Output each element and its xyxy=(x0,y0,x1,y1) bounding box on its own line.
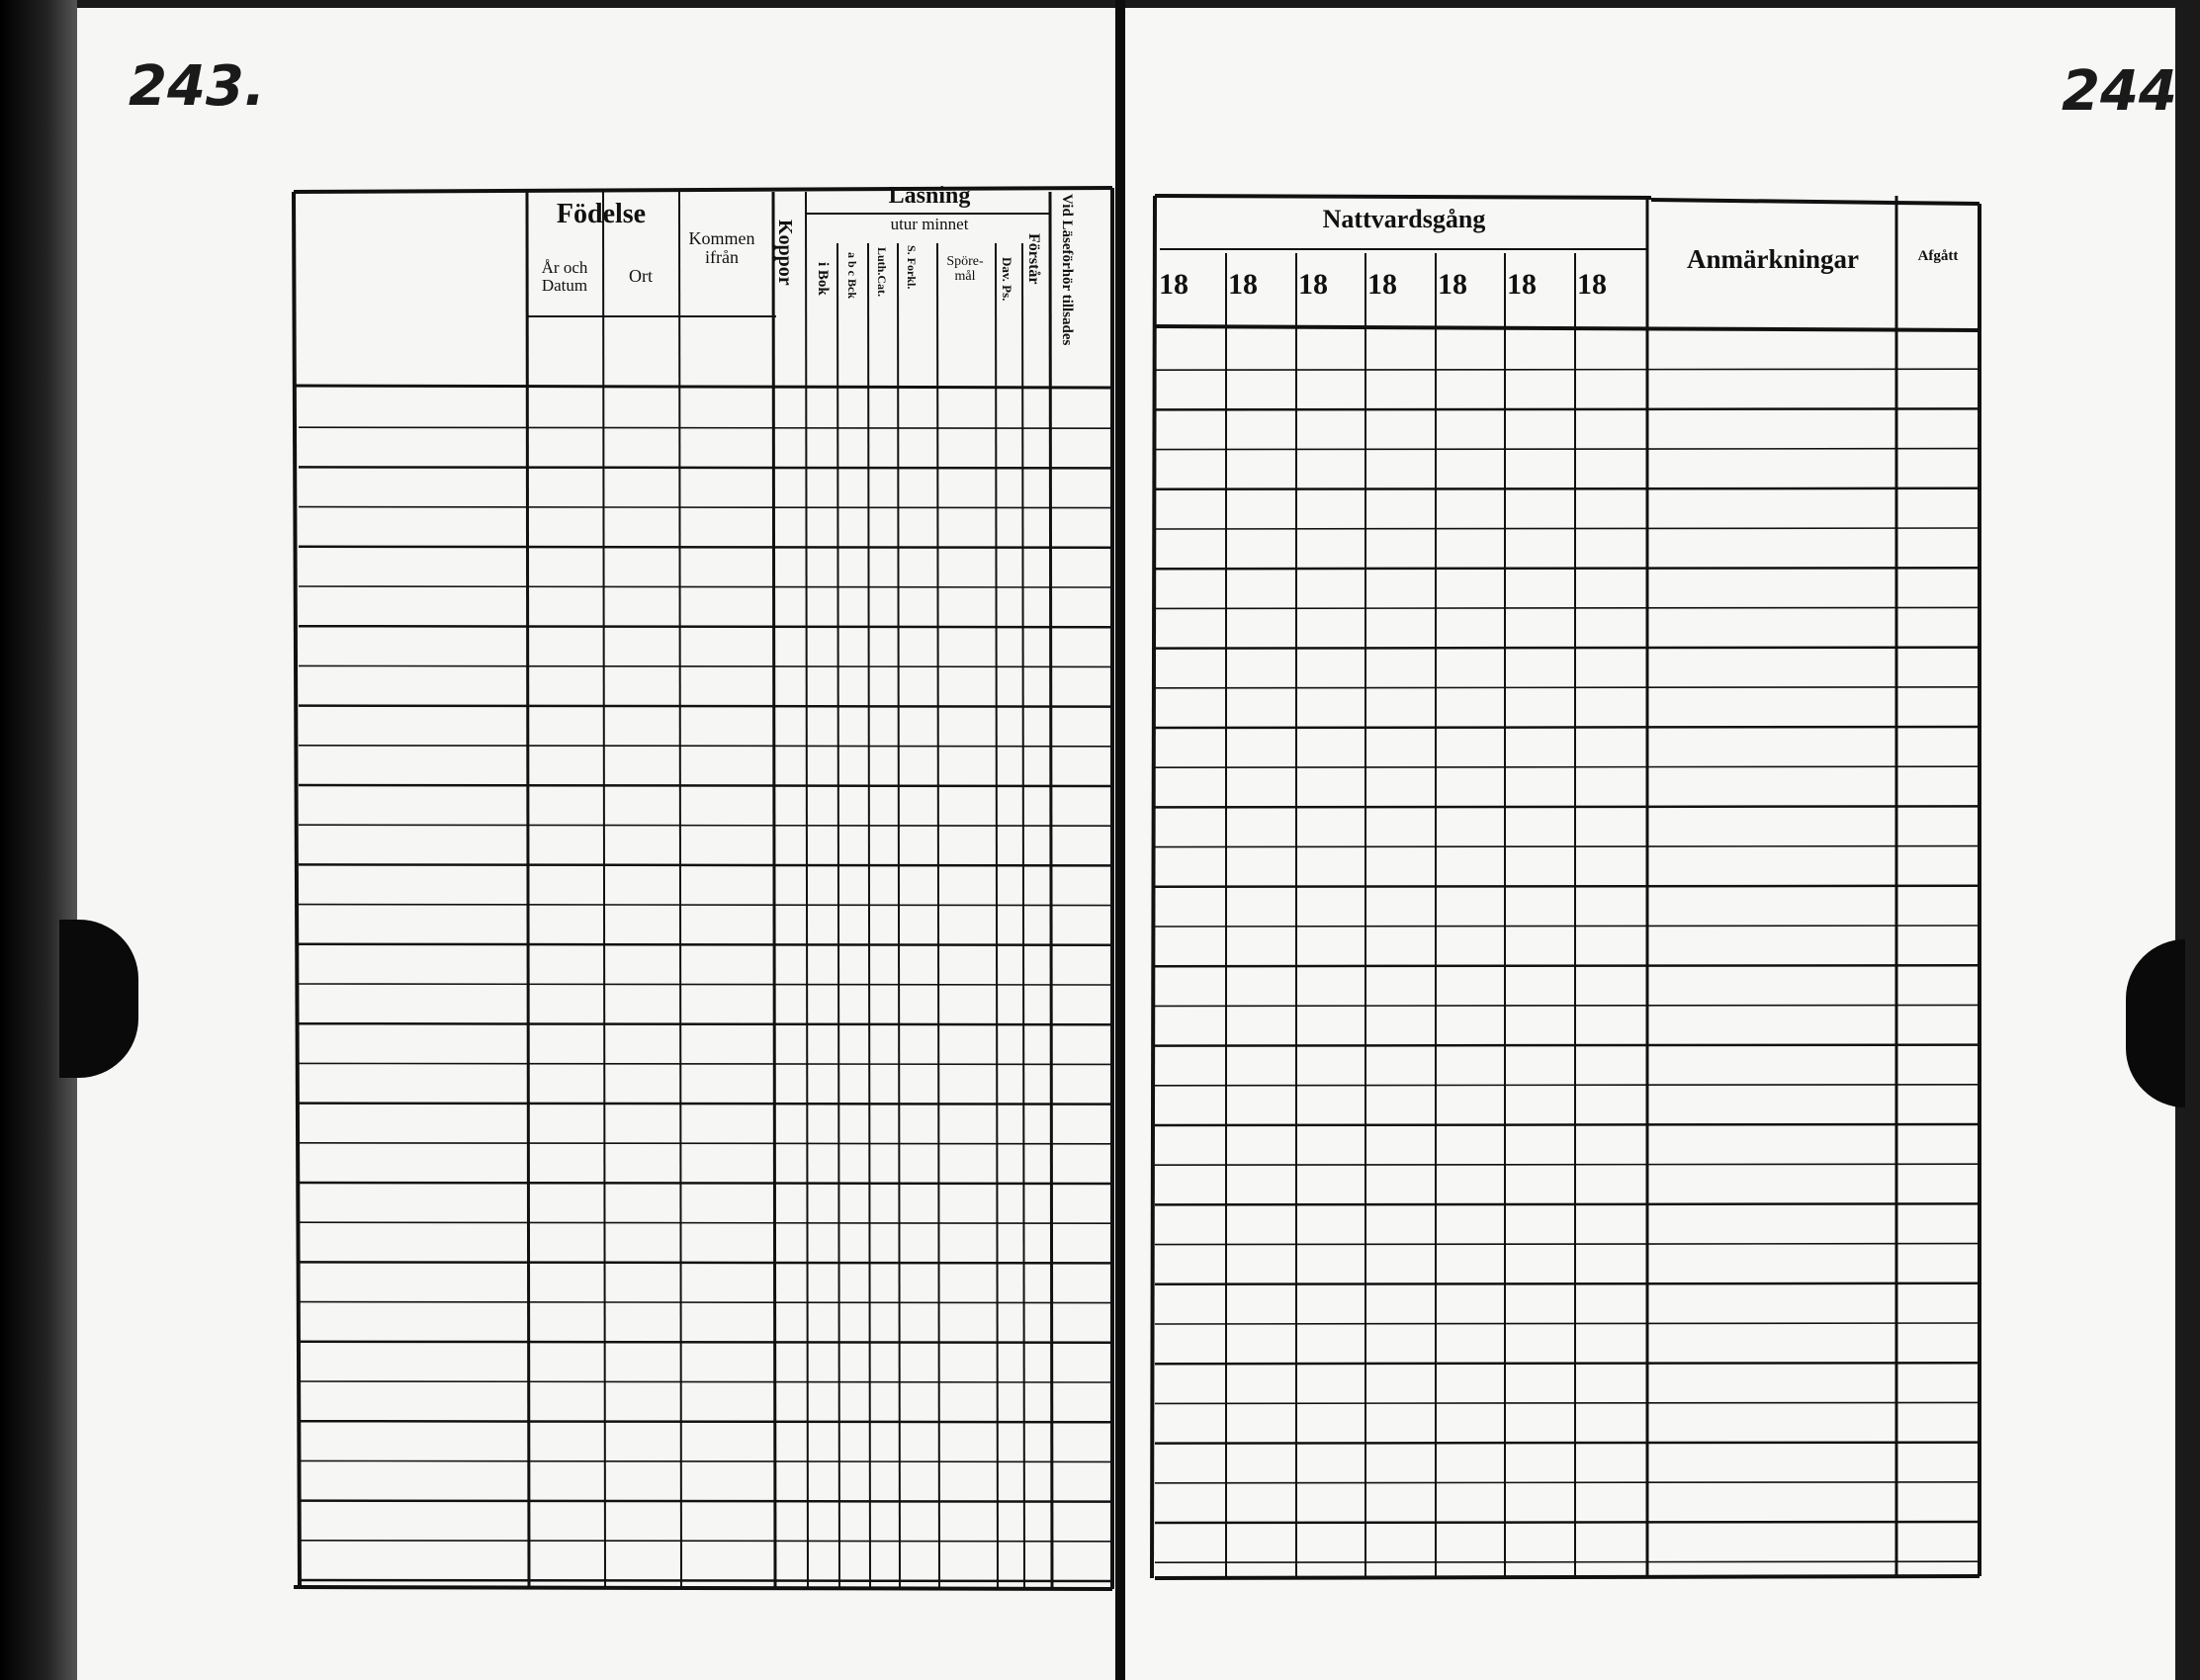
left-row-rule-18 xyxy=(299,1104,1112,1105)
left-header-bottom-rule xyxy=(294,386,1112,388)
right-row-rule-8 xyxy=(1155,648,1980,649)
page-number-right: 244- xyxy=(2062,59,2200,124)
right-row-rule-13 xyxy=(1155,846,1980,847)
left-row-rule-13 xyxy=(299,905,1112,906)
left-row-rule-23 xyxy=(299,1302,1112,1303)
left-col-rule-5 xyxy=(837,243,839,1587)
left-row-rule-19 xyxy=(299,1143,1112,1144)
right-row-rule-23 xyxy=(1155,1244,1980,1245)
right-row-rule-10 xyxy=(1155,727,1980,728)
left-row-rule-21 xyxy=(299,1222,1112,1223)
left-row-rule-16 xyxy=(299,1023,1112,1024)
left-row-rule-30 xyxy=(299,1580,1112,1581)
year-col-5: 18 xyxy=(1438,268,1467,301)
left-row-rule-22 xyxy=(299,1262,1112,1263)
left-row-rule-3 xyxy=(299,507,1112,508)
header-vid-laseforhor: Vid Läseförhör tillsades xyxy=(1059,194,1075,346)
left-row-rule-17 xyxy=(299,1063,1112,1064)
header-forstar: Förstår xyxy=(1025,233,1042,285)
left-col-rule-3 xyxy=(773,192,775,1587)
left-col-rule-7 xyxy=(898,243,900,1587)
right-row-rule-26 xyxy=(1155,1363,1980,1364)
left-col-rule-10 xyxy=(1022,243,1024,1587)
left-row-rule-28 xyxy=(299,1501,1112,1502)
year-col-3: 18 xyxy=(1298,268,1328,301)
left-row-rule-5 xyxy=(299,586,1112,587)
header-dav-ps: Dav. Ps. xyxy=(1000,257,1014,302)
left-bottom-rule xyxy=(294,1587,1112,1589)
right-row-rule-1 xyxy=(1155,369,1980,370)
header-i-bok: i Bok xyxy=(815,262,831,296)
right-row-rule-18 xyxy=(1155,1045,1980,1046)
left-row-rule-12 xyxy=(299,864,1112,865)
right-row-rule-12 xyxy=(1155,806,1980,807)
header-koppor: Koppor xyxy=(774,220,796,286)
right-header-bottom-rule xyxy=(1155,326,1980,330)
year-col-4: 18 xyxy=(1367,268,1397,301)
left-col-rule-2 xyxy=(679,192,681,1587)
left-row-rule-8 xyxy=(299,706,1112,707)
left-row-rule-7 xyxy=(299,665,1112,666)
left-row-rule-11 xyxy=(299,825,1112,826)
left-outer-left-rule xyxy=(294,192,300,1587)
right-row-rule-5 xyxy=(1155,528,1980,529)
left-row-rule-6 xyxy=(299,626,1112,627)
left-col-rule-8 xyxy=(937,243,939,1587)
right-top-rule xyxy=(1155,196,1651,198)
right-row-rule-15 xyxy=(1155,926,1980,927)
right-row-rule-20 xyxy=(1155,1124,1980,1125)
left-col-rule-1 xyxy=(603,192,605,1587)
left-row-rule-27 xyxy=(299,1460,1112,1461)
left-row-rule-20 xyxy=(299,1183,1112,1184)
left-row-rule-4 xyxy=(299,547,1112,548)
left-row-rule-26 xyxy=(299,1421,1112,1422)
header-utur-minnet: utur minnet xyxy=(890,215,969,233)
right-top-rule-b xyxy=(1651,200,1980,204)
header-luth-cat: Luth.Cat. xyxy=(875,247,889,298)
right-row-rule-27 xyxy=(1155,1402,1980,1403)
right-row-rule-3 xyxy=(1155,449,1980,450)
page-number-left: 243. xyxy=(129,54,266,119)
right-row-rule-14 xyxy=(1155,886,1980,887)
right-row-rule-16 xyxy=(1155,965,1980,966)
left-row-rule-10 xyxy=(299,785,1112,786)
left-row-rule-24 xyxy=(299,1342,1112,1343)
left-col-rule-4 xyxy=(806,192,808,1587)
right-row-rule-21 xyxy=(1155,1164,1980,1165)
right-row-rule-9 xyxy=(1155,687,1980,688)
right-row-rule-6 xyxy=(1155,568,1980,569)
header-nattvardsgang: Nattvardsgång xyxy=(1322,205,1486,233)
header-s-forkl: S. Forkl. xyxy=(905,245,919,290)
left-col-rule-0 xyxy=(527,192,529,1587)
right-row-rule-4 xyxy=(1155,488,1980,489)
left-col-rule-11 xyxy=(1050,192,1052,1587)
year-col-2: 18 xyxy=(1228,268,1258,301)
left-col-rule-6 xyxy=(868,243,870,1587)
right-row-rule-22 xyxy=(1155,1203,1980,1204)
left-row-rule-2 xyxy=(299,467,1112,468)
right-row-rule-29 xyxy=(1155,1482,1980,1483)
left-row-rule-1 xyxy=(299,427,1112,428)
left-row-rule-25 xyxy=(299,1381,1112,1382)
header-lasning: Läsning xyxy=(888,183,971,209)
left-row-rule-15 xyxy=(299,984,1112,985)
left-col-rule-9 xyxy=(996,243,998,1587)
right-row-rule-31 xyxy=(1155,1561,1980,1562)
header-sporemal: Spöre-mål xyxy=(946,254,984,284)
year-col-1: 18 xyxy=(1159,268,1188,301)
right-bottom-rule xyxy=(1155,1576,1980,1578)
header-fodelse: Födelse xyxy=(556,199,647,229)
right-row-rule-19 xyxy=(1155,1085,1980,1086)
header-ar-och-datum: År och Datum xyxy=(541,258,588,295)
right-row-rule-24 xyxy=(1155,1283,1980,1284)
header-ort: Ort xyxy=(629,266,653,286)
header-abc-bok: a b c Bck xyxy=(845,252,859,300)
right-row-rule-30 xyxy=(1155,1522,1980,1523)
year-col-6: 18 xyxy=(1507,268,1537,301)
right-row-rule-11 xyxy=(1155,766,1980,767)
header-kommen-ifran: Kommen ifrån xyxy=(688,228,755,267)
header-afgatt: Afgått xyxy=(1917,248,1959,264)
year-col-7: 18 xyxy=(1577,268,1607,301)
right-row-rule-7 xyxy=(1155,607,1980,608)
right-row-rule-28 xyxy=(1155,1443,1980,1444)
left-row-rule-14 xyxy=(299,944,1112,945)
right-row-rule-2 xyxy=(1155,408,1980,409)
right-row-rule-25 xyxy=(1155,1323,1980,1324)
header-anmarkningar: Anmärkningar xyxy=(1686,244,1860,274)
right-outer-left-rule xyxy=(1152,196,1155,1578)
left-row-rule-9 xyxy=(299,746,1112,747)
right-row-rule-17 xyxy=(1155,1005,1980,1006)
left-row-rule-29 xyxy=(299,1541,1112,1542)
